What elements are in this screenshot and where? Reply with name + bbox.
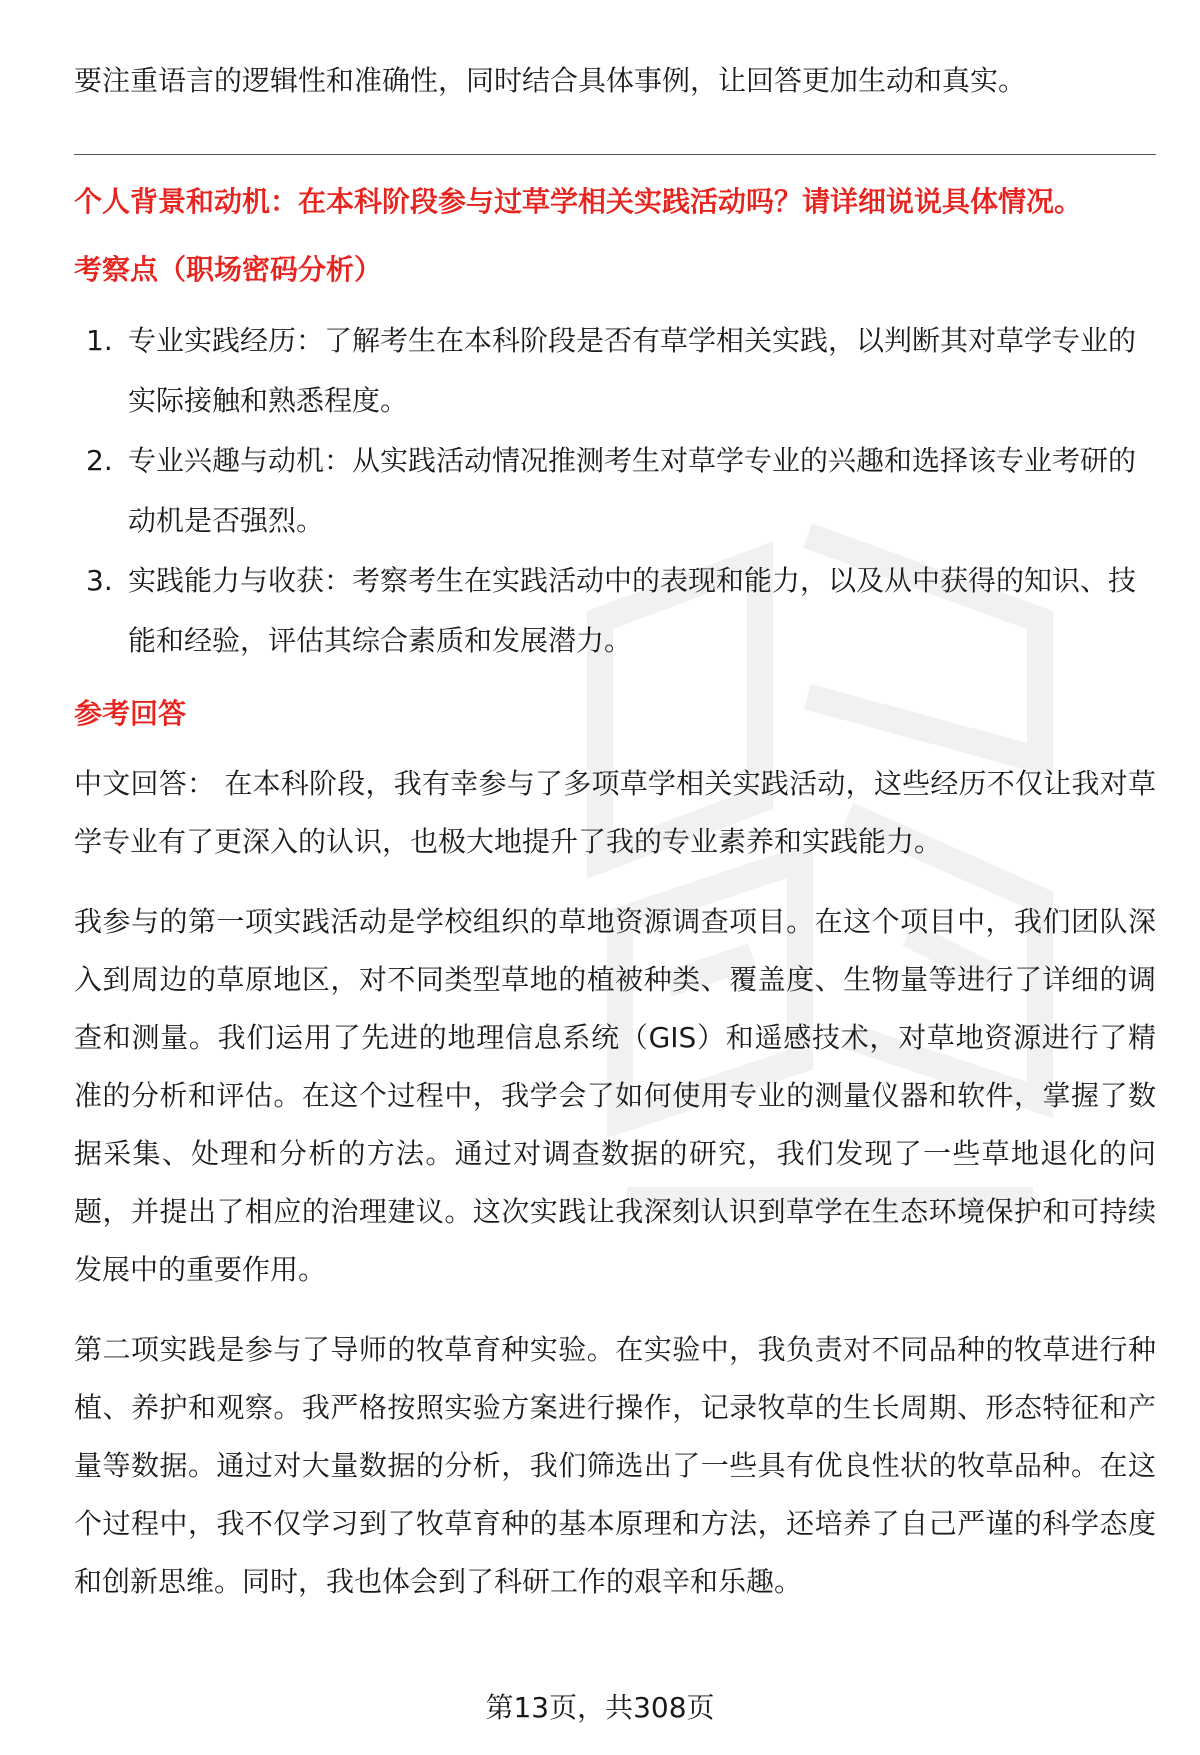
analysis-point-number: 3.	[86, 564, 113, 597]
analysis-point-text: 专业实践经历：了解考生在本科阶段是否有草学相关实践，以判断其对草学专业的实际接触和熟悉程度。	[128, 324, 1137, 417]
analysis-point	[74, 551, 1156, 671]
intro-text: 要注重语言的逻辑性和准确性，同时结合具体事例，让回答更加生动和真实。	[74, 64, 1027, 97]
question-heading: 个人背景和动机：在本科阶段参与过草学相关实践活动吗？请详细说说具体情况。	[74, 185, 1083, 218]
document-content	[74, 52, 1156, 1611]
analysis-point-text: 专业兴趣与动机：从实践活动情况推测考生对草学专业的兴趣和选择该专业考研的动机是否强烈。	[128, 444, 1137, 537]
analysis-point-number: 2.	[86, 444, 113, 477]
answer-paragraph: 我参与的第一项实践活动是学校组织的草地资源调查项目。在这个项目中，我们团队深入到周边的草原地区，对不同类型草地的植被种类、覆盖度、生物量等进行了详细的调查和测量。我们运用了先进的地理信息系统（GIS）和遥感技术，对草地资源进行了精准的分析和评估。在这个过程中，我学会了如何使用专业的测量仪器和软件，掌握了数据采集、处理和分析的方法。通过对调查数据的研究，我们发现了一些草地退化的问题，并提出了相应的治理建议。这次实践让我深刻认识到草学在生态环境保护和可持续发展中的重要作用。	[74, 905, 1156, 1286]
analysis-heading: 考察点（职场密码分析）	[74, 253, 383, 286]
analysis-point-number: 1.	[86, 324, 113, 357]
section-divider	[74, 154, 1156, 155]
answer-heading: 参考回答	[74, 697, 187, 730]
analysis-point-text: 实践能力与收获：考察考生在实践活动中的表现和能力，以及从中获得的知识、技能和经验，评估其综合素质和发展潜力。	[128, 564, 1137, 657]
analysis-points-list	[74, 311, 1156, 671]
analysis-point	[74, 431, 1156, 551]
page-number-footer: 第13页，共308页	[485, 1691, 715, 1724]
analysis-point	[74, 311, 1156, 431]
answer-paragraph: 第二项实践是参与了导师的牧草育种实验。在实验中，我负责对不同品种的牧草进行种植、养护和观察。我严格按照实验方案进行操作，记录牧草的生长周期、形态特征和产量等数据。通过对大量数据的分析，我们筛选出了一些具有优良性状的牧草品种。在这个过程中，我不仅学习到了牧草育种的基本原理和方法，还培养了自己严谨的科学态度和创新思维。同时，我也体会到了科研工作的艰辛和乐趣。	[74, 1333, 1156, 1598]
answer-paragraph: 中文回答： 在本科阶段，我有幸参与了多项草学相关实践活动，这些经历不仅让我对草学专业有了更深入的认识，也极大地提升了我的专业素养和实践能力。	[74, 767, 1156, 858]
